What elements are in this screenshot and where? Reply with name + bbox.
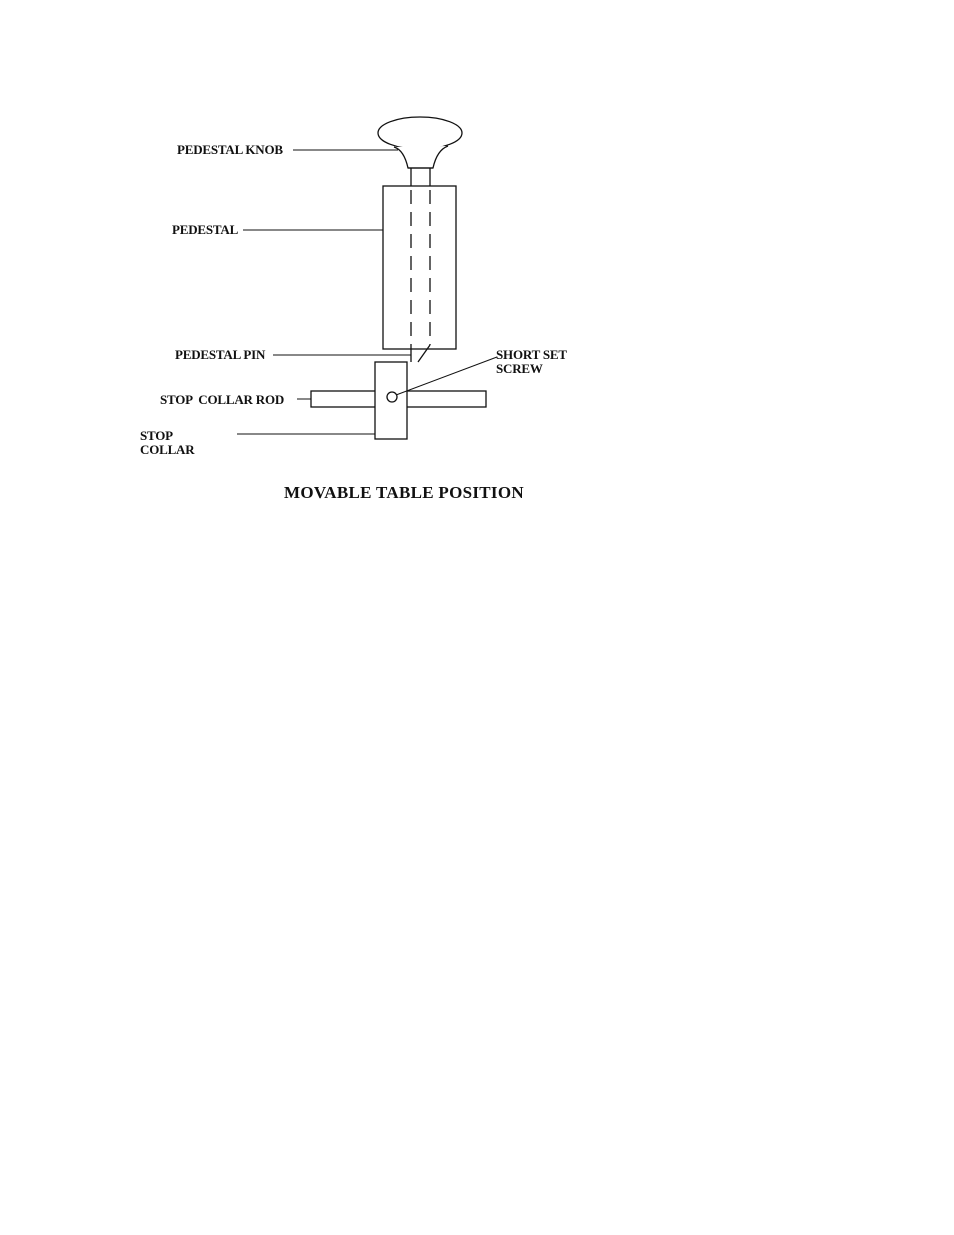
label-short-set-screw-line1: SHORT SET xyxy=(496,347,567,362)
short-set-screw xyxy=(387,392,397,402)
label-short-set-screw-line2: SCREW xyxy=(496,361,543,376)
label-stop-collar-rod: STOP COLLAR ROD xyxy=(160,392,285,407)
leader-short-set-screw xyxy=(396,357,497,395)
pedestal-knob xyxy=(378,117,462,186)
pedestal xyxy=(383,186,456,349)
label-pedestal-pin: PEDESTAL PIN xyxy=(175,347,266,362)
label-pedestal: PEDESTAL xyxy=(172,222,239,237)
label-stop-collar-line2: COLLAR xyxy=(140,442,195,457)
figure-caption: MOVABLE TABLE POSITION xyxy=(284,483,524,502)
label-stop-collar-line1: STOP xyxy=(140,428,173,443)
label-short-set-screw xyxy=(496,348,567,376)
label-pedestal-knob: PEDESTAL KNOB xyxy=(177,142,283,157)
label-stop-collar xyxy=(140,429,194,457)
